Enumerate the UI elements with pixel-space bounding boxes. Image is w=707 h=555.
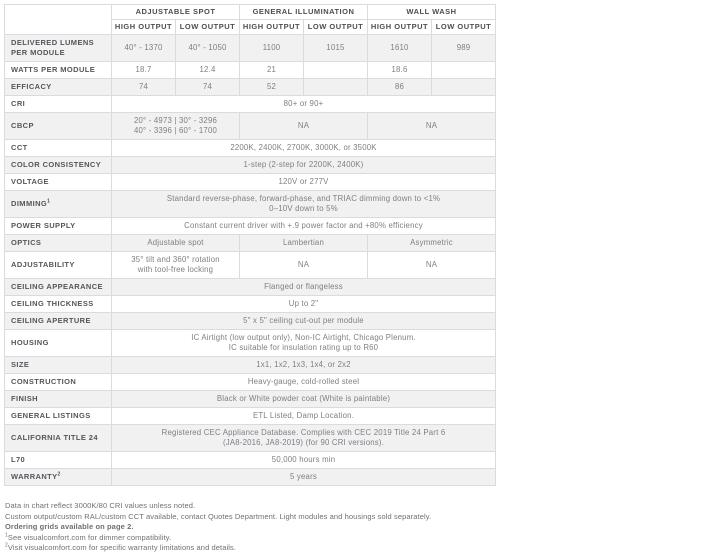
spec-value: Flanged or flangeless <box>112 279 496 296</box>
spec-value: Standard reverse-phase, forward-phase, and TRIAC dimming down to <1% 0–10V down to 5% <box>112 191 496 218</box>
spec-row <box>5 425 496 452</box>
spec-value: 1x1, 1x2, 1x3, 1x4, or 2x2 <box>112 357 496 374</box>
row-label: CCT <box>5 140 112 157</box>
footnote-marker: 1 <box>47 198 51 205</box>
spec-value: 5 years <box>112 469 496 486</box>
spec-value: Adjustable spot <box>112 235 240 252</box>
footnote: Data in chart reflect 3000K/80 CRI values unless noted. <box>5 501 196 510</box>
row-label: L70 <box>5 452 112 469</box>
row-label: SIZE <box>5 357 112 374</box>
spec-value: 21 <box>240 62 304 79</box>
spec-value: 35° tilt and 360° rotation with tool-free locking <box>112 252 240 279</box>
spec-value: Registered CEC Appliance Database. Complies with CEC 2019 Title 24 Part 6 (JA8-2016, JA8-2019) (for 90 CRI versions). <box>112 425 496 452</box>
row-label: EFFICACY <box>5 79 112 96</box>
footnote-marker: 2 <box>57 471 61 478</box>
spec-value: IC Airtight (low output only), Non-IC Airtight, Chicago Plenum. IC suitable for insulation rating up to R60 <box>112 330 496 357</box>
footnote-marker: 1 <box>5 532 8 538</box>
row-label: CEILING APERTURE <box>5 313 112 330</box>
spec-value: 80+ or 90+ <box>112 96 496 113</box>
row-label: CRI <box>5 96 112 113</box>
spec-row <box>5 235 496 252</box>
footnote: Ordering grids available on page 2. <box>5 522 134 531</box>
spec-value: Asymmetric <box>368 235 496 252</box>
spec-value: 1-step (2-step for 2200K, 2400K) <box>112 157 496 174</box>
spec-value: NA <box>240 113 368 140</box>
spec-row <box>5 79 496 96</box>
spec-row <box>5 374 496 391</box>
row-label: DIMMING$^1$ <box>5 191 112 218</box>
spec-value: 86 <box>368 79 432 96</box>
spec-value: Up to 2" <box>112 296 496 313</box>
row-label: CALIFORNIA TITLE 24 <box>5 425 112 452</box>
row-label: CBCP <box>5 113 112 140</box>
spec-value: 12.4 <box>176 62 240 79</box>
spec-value: 989 <box>432 35 496 62</box>
spec-value: 18.7 <box>112 62 176 79</box>
row-label: ADJUSTABILITY <box>5 252 112 279</box>
spec-value: 40° - 1370 <box>112 35 176 62</box>
spec-row <box>5 313 496 330</box>
spec-value: Black or White powder coat (White is paintable) <box>112 391 496 408</box>
spec-value: 120V or 277V <box>112 174 496 191</box>
spec-row <box>5 452 496 469</box>
column-group-header-row <box>5 5 496 20</box>
spec-table-body <box>5 35 496 486</box>
spec-row <box>5 408 496 425</box>
row-label: CEILING THICKNESS <box>5 296 112 313</box>
row-label: FINISH <box>5 391 112 408</box>
row-label: POWER SUPPLY <box>5 218 112 235</box>
footnote: $^1$See visualcomfort.com for dimmer compatibility. <box>5 532 172 542</box>
spec-row <box>5 252 496 279</box>
spec-row <box>5 469 496 486</box>
row-label: GENERAL LISTINGS <box>5 408 112 425</box>
row-label: WATTS PER MODULE <box>5 62 112 79</box>
spec-value: NA <box>368 252 496 279</box>
spec-row <box>5 140 496 157</box>
spec-row <box>5 96 496 113</box>
spec-row <box>5 330 496 357</box>
footnote: $^2$Visit visualcomfort.com for specific warranty limitations and details. <box>5 542 237 552</box>
corner-cell <box>5 5 112 35</box>
spec-value: 5" x 5" ceiling cut-out per module <box>112 313 496 330</box>
spec-value: 1100 <box>240 35 304 62</box>
row-label: OPTICS <box>5 235 112 252</box>
spec-value: 52 <box>240 79 304 96</box>
spec-value: NA <box>240 252 368 279</box>
row-label: CONSTRUCTION <box>5 374 112 391</box>
row-label: CEILING APPEARANCE <box>5 279 112 296</box>
spec-value: 40° - 1050 <box>176 35 240 62</box>
row-label: DELIVERED LUMENS PER MODULE <box>5 35 112 62</box>
spec-value <box>432 79 496 96</box>
output-header: LOW OUTPUT <box>304 20 368 35</box>
output-header: HIGH OUTPUT <box>368 20 432 35</box>
spec-value: 1015 <box>304 35 368 62</box>
spec-row <box>5 174 496 191</box>
spec-row <box>5 35 496 62</box>
spec-row <box>5 391 496 408</box>
spec-value: Constant current driver with +.9 power factor and +80% efficiency <box>112 218 496 235</box>
row-label: COLOR CONSISTENCY <box>5 157 112 174</box>
spec-value: 74 <box>176 79 240 96</box>
row-label: VOLTAGE <box>5 174 112 191</box>
footnote-marker: 2 <box>5 542 8 549</box>
spec-row <box>5 157 496 174</box>
spec-row <box>5 191 496 218</box>
output-header: HIGH OUTPUT <box>112 20 176 35</box>
spec-row <box>5 113 496 140</box>
column-group-wall-wash: WALL WASH <box>368 5 496 20</box>
spec-value <box>304 79 368 96</box>
spec-value: Heavy-gauge, cold-rolled steel <box>112 374 496 391</box>
spec-row <box>5 62 496 79</box>
spec-row <box>5 296 496 313</box>
spec-row <box>5 357 496 374</box>
spec-table <box>4 4 496 486</box>
spec-value: NA <box>368 113 496 140</box>
row-label: HOUSING <box>5 330 112 357</box>
spec-row <box>5 279 496 296</box>
spec-value: 74 <box>112 79 176 96</box>
column-group-adjustable-spot: ADJUSTABLE SPOT <box>112 5 240 20</box>
output-header: HIGH OUTPUT <box>240 20 304 35</box>
output-header: LOW OUTPUT <box>176 20 240 35</box>
footnotes <box>5 501 707 554</box>
spec-value: 18.6 <box>368 62 432 79</box>
spec-value: 20° - 4973 | 30° - 3296 40° - 3396 | 60° - 1700 <box>112 113 240 140</box>
footnote: Custom output/custom RAL/custom CCT available, contact Quotes Department. Light modules and housings sold separately. <box>5 511 432 521</box>
column-group-general-illumination: GENERAL ILLUMINATION <box>240 5 368 20</box>
spec-row <box>5 218 496 235</box>
spec-value <box>304 62 368 79</box>
spec-value <box>432 62 496 79</box>
spec-value: 50,000 hours min <box>112 452 496 469</box>
row-label: WARRANTY$^2$ <box>5 469 112 486</box>
spec-value: 2200K, 2400K, 2700K, 3000K, or 3500K <box>112 140 496 157</box>
spec-value: ETL Listed, Damp Location. <box>112 408 496 425</box>
spec-value: Lambertian <box>240 235 368 252</box>
spec-value: 1610 <box>368 35 432 62</box>
output-header: LOW OUTPUT <box>432 20 496 35</box>
